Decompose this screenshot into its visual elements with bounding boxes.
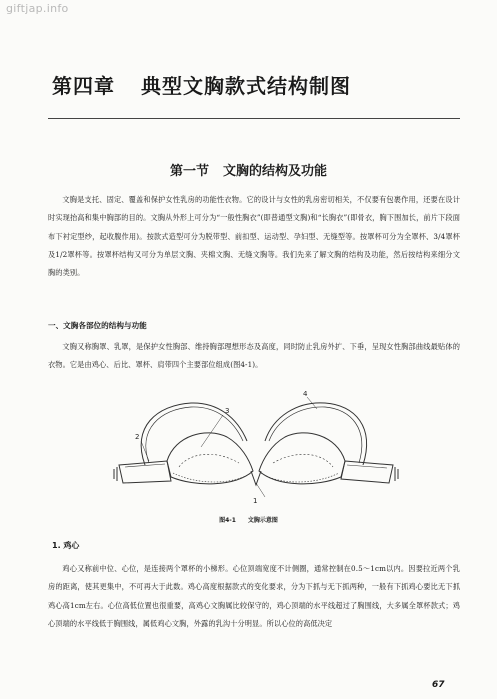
hook-closure bbox=[114, 467, 117, 481]
figure-number: 图4-1 bbox=[219, 517, 236, 524]
section-number: 第一节 bbox=[169, 164, 209, 179]
parts-heading: 一、文胸各部位的结构与功能 bbox=[48, 321, 147, 330]
jixin-paragraph: 鸡心又称前中位、心位，是连接两个罩杯的小梯形。心位顶端宽度不计侧圈，通常控制在0.5～1cm以内。因要拉近两个乳房的距离，使其更集中，不可再大于此数。鸡心高度根据款式的变化要求，分为下抓与无下抓两种，一般有下抓鸡心要比无下抓鸡心高1cm左右。心位高低位置也很重要，高鸡心文胸属比较保守的，鸡心顶端的水平线超过了胸围线，大多属全罩杯款式；鸡心顶端的水平线低于胸围线，属低鸡心文胸，外露的乳沟十分明显。所以心位的高低决定 bbox=[48, 564, 460, 628]
figure-caption bbox=[0, 515, 497, 524]
watermark: giftjap.info bbox=[6, 2, 69, 15]
callout-4: 4 bbox=[303, 390, 308, 398]
chapter-divider bbox=[48, 118, 460, 119]
chapter-number: 第四章 bbox=[52, 74, 115, 98]
right-band bbox=[341, 461, 393, 483]
chapter-title-text: 典型文胸款式结构制图 bbox=[141, 74, 351, 98]
intro-paragraph: 文胸是支托、固定、覆盖和保护女性乳房的功能性衣物。它的设计与女性的乳房密切相关，不仅要有包裹作用，还要在设计时实现抬高和集中胸部的目的。文胸从外形上可分为“一般性胸衣”(即普通型文胸)和“长胸衣”(即骨衣，胸下围加长，前片下段面布下衬定型纱，起收腹作用)。按款式造型可分为脱带型、前扣型、运动型、孕妇型、无缝型等。按罩杯可分为全罩杯、3/4罩杯及1/2罩杯等。按罩杯结构又可分为单层文胸、夹棉文胸、无缝文胸等。我们先来了解文胸的结构及功能，然后按结构来细分文胸的类别。 bbox=[48, 195, 460, 278]
jixin-heading: 1. 鸡心 bbox=[52, 541, 80, 550]
figure-caption-text: 文胸示意图 bbox=[247, 517, 278, 524]
left-strap bbox=[141, 403, 247, 465]
section-title bbox=[0, 160, 497, 179]
parts-paragraph: 文胸又称胸罩、乳罩，是保护女性胸部、维持胸部理想形态及高度，同时防止乳房外扩、下垂，呈现女性胸部曲线最贴体的衣物。它是由鸡心、后比、罩杯、肩带四个主要部位组成(图4-1)。 bbox=[48, 342, 460, 370]
bra-diagram bbox=[105, 387, 407, 507]
page-number: 67 bbox=[432, 680, 445, 690]
callout-1: 1 bbox=[253, 497, 258, 505]
section-title-text: 文胸的结构及功能 bbox=[223, 164, 328, 179]
center-gore bbox=[251, 471, 261, 485]
left-cup bbox=[167, 433, 253, 484]
callout-2: 2 bbox=[135, 433, 140, 441]
chapter-title bbox=[52, 70, 351, 99]
callout-3: 3 bbox=[225, 407, 230, 415]
